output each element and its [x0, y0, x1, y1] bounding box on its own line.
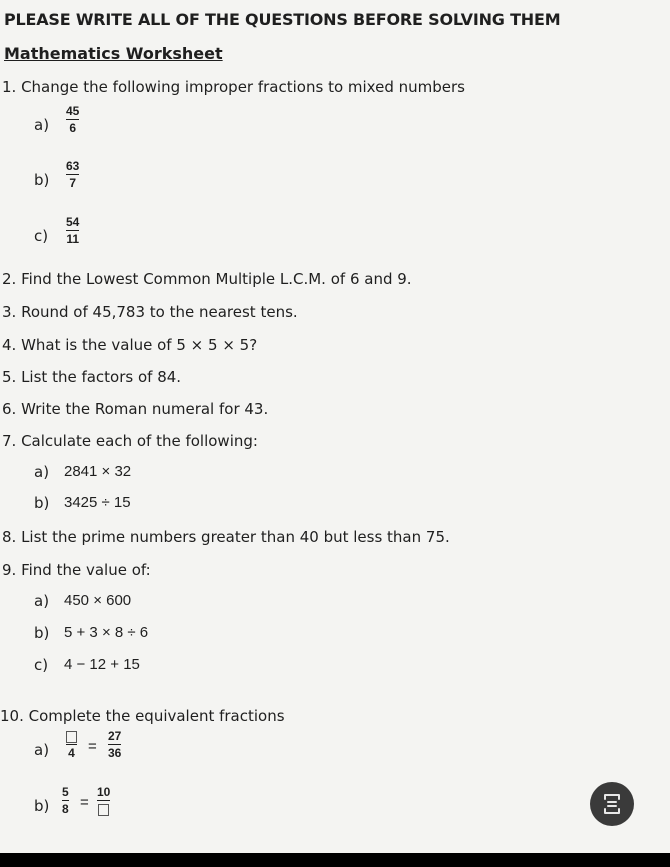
q10-a-label: a) [34, 741, 50, 759]
document-menu-button[interactable] [590, 782, 634, 826]
question-8: 8. List the prime numbers greater than 40 but less than 75. [2, 528, 450, 546]
q9-a-label: a) [34, 592, 50, 610]
q9-b-expression: 5 + 3 × 8 ÷ 6 [64, 624, 149, 641]
denominator: 4 [68, 746, 75, 760]
q1-a-fraction [66, 104, 79, 135]
q7-a-expression: 2841 × 32 [64, 463, 132, 480]
denominator: 8 [62, 802, 69, 816]
question-6: 6. Write the Roman numeral for 43. [2, 400, 269, 418]
denominator: 7 [69, 176, 77, 190]
q7-a-label: a) [34, 463, 50, 481]
blank-box [98, 804, 109, 816]
question-9: 9. Find the value of: [2, 561, 151, 579]
equals-sign: = [80, 794, 89, 811]
q1-a-label: a) [34, 116, 50, 134]
numerator: 5 [62, 785, 69, 799]
fraction-bar [66, 744, 77, 745]
blank-box [66, 731, 77, 743]
q7-b-label: b) [34, 494, 50, 512]
denominator: 11 [66, 232, 80, 246]
q1-c-fraction [66, 215, 79, 246]
question-1: 1. Change the following improper fractions to mixed numbers [2, 78, 465, 96]
question-2: 2. Find the Lowest Common Multiple L.C.M. of 6 and 9. [2, 270, 412, 288]
q1-b-fraction [66, 159, 79, 190]
q1-c-label: c) [34, 227, 49, 245]
question-7: 7. Calculate each of the following: [2, 432, 258, 450]
fraction-bar [62, 800, 69, 801]
document-menu-icon [600, 792, 624, 816]
fraction-bar [66, 119, 79, 120]
equals-sign: = [88, 738, 97, 755]
denominator: 36 [108, 746, 122, 760]
question-5: 5. List the factors of 84. [2, 368, 182, 386]
q10-a-left-fraction [66, 729, 77, 760]
blank-denominator [98, 802, 109, 816]
numerator: 45 [66, 104, 80, 118]
q7-b-expression: 3425 ÷ 15 [64, 494, 131, 511]
q9-b-label: b) [34, 624, 50, 642]
question-3: 3. Round of 45,783 to the nearest tens. [2, 303, 298, 321]
numerator: 63 [66, 159, 80, 173]
question-10: 10. Complete the equivalent fractions [0, 707, 285, 725]
q10-b-left-fraction [62, 785, 69, 816]
bottom-bar [0, 853, 670, 867]
q10-b-right-fraction [97, 785, 110, 816]
worksheet-title: Mathematics Worksheet [4, 44, 223, 63]
q10-b-label: b) [34, 797, 50, 815]
q1-b-label: b) [34, 171, 50, 189]
fraction-bar [108, 744, 121, 745]
q9-c-expression: 4 − 12 + 15 [64, 656, 140, 673]
blank-numerator [66, 729, 77, 743]
fraction-bar [97, 800, 110, 801]
denominator: 6 [69, 121, 77, 135]
q9-a-expression: 450 × 600 [64, 592, 132, 609]
instruction-header: PLEASE WRITE ALL OF THE QUESTIONS BEFORE SOLVING THEM [4, 10, 561, 29]
numerator: 10 [97, 785, 111, 799]
numerator: 54 [66, 215, 80, 229]
q10-a-right-fraction [108, 729, 121, 760]
fraction-bar [66, 174, 79, 175]
numerator: 27 [108, 729, 122, 743]
fraction-bar [66, 230, 79, 231]
question-4: 4. What is the value of 5 × 5 × 5? [2, 336, 258, 354]
q9-c-label: c) [34, 656, 49, 674]
